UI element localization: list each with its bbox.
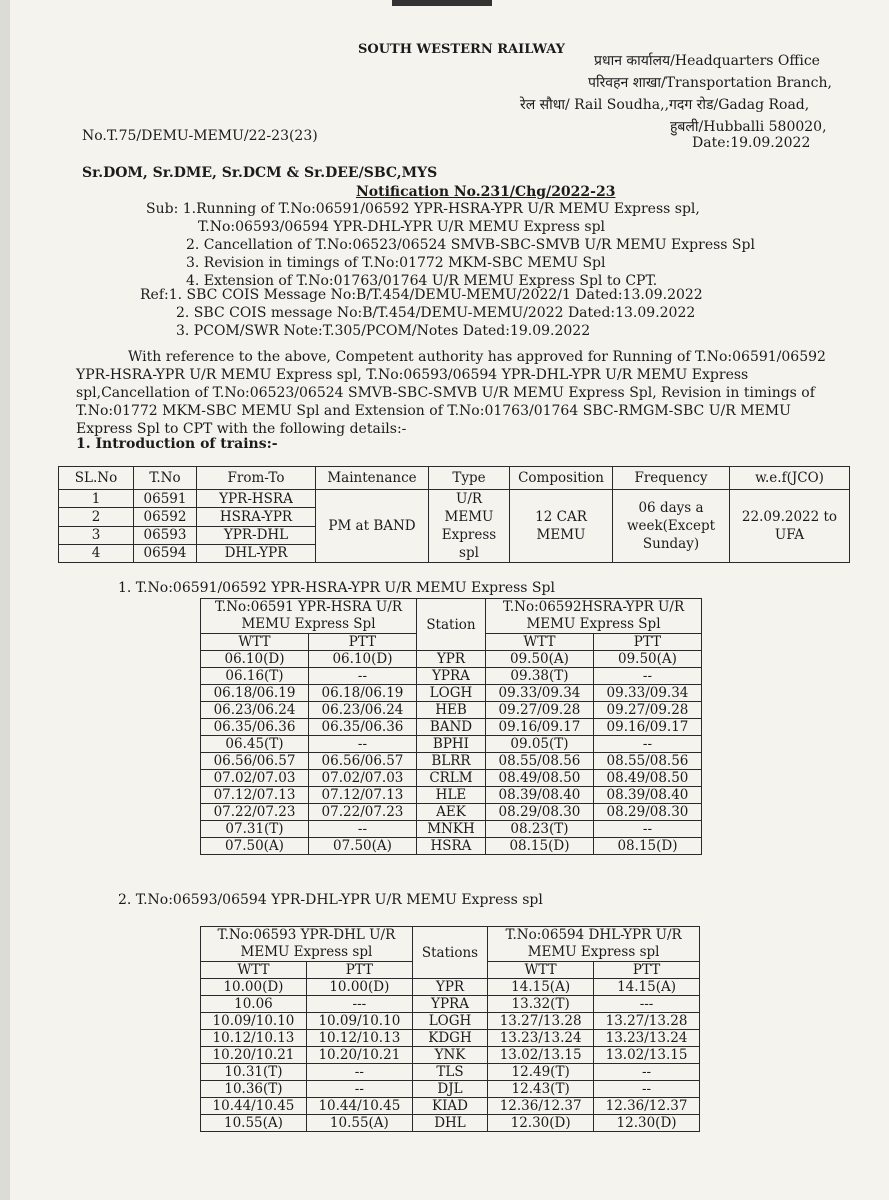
- ptt-header: PTT: [593, 634, 701, 651]
- station-cell: KIAD: [412, 1098, 487, 1115]
- reference-block: [140, 286, 703, 340]
- ptt-cell: 06.10(D): [308, 651, 416, 668]
- wtt-cell: 09.16/09.17: [485, 719, 593, 736]
- wtt-cell: 13.32(T): [488, 996, 594, 1013]
- wtt-cell: 08.15(D): [485, 838, 593, 855]
- sl-cell: 1: [59, 490, 134, 508]
- train-no-cell: 06593: [134, 526, 197, 544]
- ptt-cell: 13.27/13.28: [594, 1013, 700, 1030]
- frequency-cell: 06 days a week(Except Sunday): [613, 490, 730, 563]
- table-row: [201, 1115, 700, 1132]
- intro-header-cell: From-To: [197, 467, 316, 490]
- timetable2-station-header: Stations: [412, 927, 487, 979]
- wtt-cell: 10.09/10.10: [201, 1013, 307, 1030]
- body-paragraph: [76, 348, 876, 438]
- subject-block: [146, 200, 755, 290]
- ptt-cell: 13.23/13.24: [594, 1030, 700, 1047]
- wtt-cell: 10.31(T): [201, 1064, 307, 1081]
- ptt-cell: 07.02/07.03: [308, 770, 416, 787]
- station-cell: LOGH: [412, 1013, 487, 1030]
- timetable2-right-title: T.No:06594 DHL-YPR U/R MEMU Express spl: [488, 927, 700, 962]
- office-line: रेल सौधा/ Rail Soudha,,गदग रोड/Gadag Road,: [520, 97, 810, 113]
- table-row: [201, 979, 700, 996]
- table-row: [201, 770, 702, 787]
- wtt-cell: 13.23/13.24: [488, 1030, 594, 1047]
- intro-table: [58, 466, 850, 563]
- intro-header-cell: SL.No: [59, 467, 134, 490]
- office-line: परिवहन शाखा/Transportation Branch,: [588, 75, 832, 91]
- wtt-header: WTT: [201, 634, 309, 651]
- wtt-cell: 12.49(T): [488, 1064, 594, 1081]
- wtt-cell: 10.55(A): [201, 1115, 307, 1132]
- railway-title: SOUTH WESTERN RAILWAY: [358, 42, 565, 57]
- subject-item: 1.Running of T.No:06591/06592 YPR-HSRA-YPR U/R MEMU Express spl,: [182, 201, 700, 217]
- addressee: Sr.DOM, Sr.DME, Sr.DCM & Sr.DEE/SBC,MYS: [82, 165, 438, 181]
- ptt-cell: 06.18/06.19: [308, 685, 416, 702]
- page-edge-shadow: [0, 0, 10, 1200]
- section1-heading: 1. Introduction of trains:-: [76, 436, 278, 452]
- ptt-header: PTT: [594, 962, 700, 979]
- composition-cell: 12 CAR MEMU: [510, 490, 613, 563]
- ptt-cell: 10.12/10.13: [306, 1030, 412, 1047]
- wtt-cell: 09.50(A): [485, 651, 593, 668]
- wtt-cell: 07.02/07.03: [201, 770, 309, 787]
- subject-item: T.No:06593/06594 YPR-DHL-YPR U/R MEMU Express spl: [198, 219, 606, 235]
- station-cell: KDGH: [412, 1030, 487, 1047]
- ptt-cell: --: [593, 821, 701, 838]
- table-row: [59, 490, 850, 508]
- ptt-cell: 07.12/07.13: [308, 787, 416, 804]
- ptt-cell: --: [594, 1081, 700, 1098]
- wtt-header: WTT: [485, 634, 593, 651]
- ptt-cell: 09.27/09.28: [593, 702, 701, 719]
- table-row: [201, 787, 702, 804]
- ptt-header: PTT: [306, 962, 412, 979]
- wtt-cell: 08.23(T): [485, 821, 593, 838]
- body-line: T.No:01772 MKM-SBC MEMU Spl and Extension of T.No:01763/01764 SBC-RMGM-SBC U/R MEMU: [76, 403, 791, 419]
- office-line: हुबली/Hubballi 580020,: [670, 119, 827, 135]
- wtt-cell: 08.49/08.50: [485, 770, 593, 787]
- station-cell: MNKH: [416, 821, 485, 838]
- station-cell: LOGH: [416, 685, 485, 702]
- station-cell: BPHI: [416, 736, 485, 753]
- from-to-cell: HSRA-YPR: [197, 508, 316, 526]
- station-cell: TLS: [412, 1064, 487, 1081]
- wtt-cell: 06.16(T): [201, 668, 309, 685]
- ptt-cell: ---: [306, 996, 412, 1013]
- wtt-cell: 10.36(T): [201, 1081, 307, 1098]
- ptt-cell: 08.29/08.30: [593, 804, 701, 821]
- ptt-cell: 06.35/06.36: [308, 719, 416, 736]
- ptt-cell: 10.00(D): [306, 979, 412, 996]
- wtt-cell: 06.45(T): [201, 736, 309, 753]
- table-row: [201, 1081, 700, 1098]
- wtt-cell: 09.38(T): [485, 668, 593, 685]
- maintenance-cell: PM at BAND: [316, 490, 429, 563]
- intro-header-cell: Maintenance: [316, 467, 429, 490]
- table-row: [201, 753, 702, 770]
- wtt-cell: 12.43(T): [488, 1081, 594, 1098]
- subject-item: 2. Cancellation of T.No:06523/06524 SMVB-SBC-SMVB U/R MEMU Express Spl: [186, 237, 755, 253]
- wtt-cell: 10.20/10.21: [201, 1047, 307, 1064]
- station-cell: YPRA: [412, 996, 487, 1013]
- train-no-cell: 06594: [134, 544, 197, 562]
- station-cell: DJL: [412, 1081, 487, 1098]
- station-cell: YPRA: [416, 668, 485, 685]
- station-cell: YPR: [416, 651, 485, 668]
- intro-header-cell: Composition: [510, 467, 613, 490]
- sl-cell: 2: [59, 508, 134, 526]
- timetable2-left-title: T.No:06593 YPR-DHL U/R MEMU Express spl: [201, 927, 413, 962]
- timetable2-heading: 2. T.No:06593/06594 YPR-DHL-YPR U/R MEMU Express spl: [118, 892, 543, 908]
- table-row: [201, 685, 702, 702]
- ptt-cell: --: [593, 736, 701, 753]
- wef-cell: 22.09.2022 to UFA: [730, 490, 850, 563]
- station-cell: YNK: [412, 1047, 487, 1064]
- timetable2-table: [200, 926, 700, 1132]
- sl-cell: 4: [59, 544, 134, 562]
- ptt-cell: 14.15(A): [594, 979, 700, 996]
- from-to-cell: YPR-DHL: [197, 526, 316, 544]
- table-row: [201, 1047, 700, 1064]
- body-line: spl,Cancellation of T.No:06523/06524 SMVB-SBC-SMVB U/R MEMU Express Spl, Revision in timings of: [76, 385, 815, 401]
- subject-item: 3. Revision in timings of T.No:01772 MKM-SBC MEMU Spl: [186, 255, 606, 271]
- ptt-cell: --: [593, 668, 701, 685]
- ptt-cell: 07.22/07.23: [308, 804, 416, 821]
- file-number: No.T.75/DEMU-MEMU/22-23(23): [82, 128, 318, 144]
- wtt-cell: 08.55/08.56: [485, 753, 593, 770]
- wtt-cell: 06.10(D): [201, 651, 309, 668]
- station-cell: HEB: [416, 702, 485, 719]
- table-row: [201, 668, 702, 685]
- timetable1-table: [200, 598, 702, 855]
- ptt-cell: --: [306, 1064, 412, 1081]
- top-stamp-mark: [392, 0, 492, 6]
- wtt-cell: 07.50(A): [201, 838, 309, 855]
- from-to-cell: DHL-YPR: [197, 544, 316, 562]
- wtt-cell: 09.33/09.34: [485, 685, 593, 702]
- ptt-cell: 13.02/13.15: [594, 1047, 700, 1064]
- timetable1-left-title: T.No:06591 YPR-HSRA U/R MEMU Express Spl: [201, 599, 417, 634]
- reference-item: 2. SBC COIS message No:B/T.454/DEMU-MEMU/2022 Dated:13.09.2022: [176, 305, 696, 321]
- ptt-cell: --: [308, 821, 416, 838]
- intro-header-cell: Frequency: [613, 467, 730, 490]
- ptt-cell: 10.44/10.45: [306, 1098, 412, 1115]
- wtt-cell: 10.06: [201, 996, 307, 1013]
- wtt-header: WTT: [201, 962, 307, 979]
- timetable1-station-header: Station: [416, 599, 485, 651]
- wtt-cell: 09.27/09.28: [485, 702, 593, 719]
- from-to-cell: YPR-HSRA: [197, 490, 316, 508]
- ptt-cell: 06.23/06.24: [308, 702, 416, 719]
- reference-item: 3. PCOM/SWR Note:T.305/PCOM/Notes Dated:19.09.2022: [176, 323, 591, 339]
- ptt-cell: 12.30(D): [594, 1115, 700, 1132]
- ptt-cell: --: [594, 1064, 700, 1081]
- table-row: [201, 996, 700, 1013]
- wtt-cell: 07.12/07.13: [201, 787, 309, 804]
- wtt-cell: 13.02/13.15: [488, 1047, 594, 1064]
- ptt-cell: 08.39/08.40: [593, 787, 701, 804]
- ptt-cell: 09.16/09.17: [593, 719, 701, 736]
- body-line: With reference to the above, Competent authority has approved for Running of T.No:06591/06592: [128, 349, 826, 365]
- station-cell: DHL: [412, 1115, 487, 1132]
- table-row: [201, 1013, 700, 1030]
- intro-header-cell: w.e.f(JCO): [730, 467, 850, 490]
- wtt-cell: 14.15(A): [488, 979, 594, 996]
- ptt-cell: 10.55(A): [306, 1115, 412, 1132]
- table-row: [201, 702, 702, 719]
- table-row: [201, 804, 702, 821]
- reference-item: 1. SBC COIS Message No:B/T.454/DEMU-MEMU/2022/1 Dated:13.09.2022: [168, 287, 703, 303]
- ptt-header: PTT: [308, 634, 416, 651]
- station-cell: BLRR: [416, 753, 485, 770]
- notification-number: Notification No.231/Chg/2022-23: [356, 184, 616, 200]
- ptt-cell: --: [306, 1081, 412, 1098]
- ptt-cell: --: [308, 668, 416, 685]
- wtt-cell: 10.00(D): [201, 979, 307, 996]
- issue-date: Date:19.09.2022: [692, 135, 811, 151]
- train-no-cell: 06592: [134, 508, 197, 526]
- type-cell: U/R MEMU Express spl: [429, 490, 510, 563]
- station-cell: YPR: [412, 979, 487, 996]
- wtt-cell: 06.35/06.36: [201, 719, 309, 736]
- wtt-cell: 12.30(D): [488, 1115, 594, 1132]
- office-address: [520, 50, 832, 138]
- table-row: [201, 736, 702, 753]
- sl-cell: 3: [59, 526, 134, 544]
- body-line: Express Spl to CPT with the following details:-: [76, 421, 407, 437]
- table-row: [201, 719, 702, 736]
- station-cell: AEK: [416, 804, 485, 821]
- reference-label: Ref:: [140, 287, 169, 303]
- ptt-cell: --: [308, 736, 416, 753]
- ptt-cell: 10.09/10.10: [306, 1013, 412, 1030]
- wtt-cell: 06.56/06.57: [201, 753, 309, 770]
- wtt-cell: 08.39/08.40: [485, 787, 593, 804]
- ptt-cell: 08.55/08.56: [593, 753, 701, 770]
- station-cell: HSRA: [416, 838, 485, 855]
- ptt-cell: 09.33/09.34: [593, 685, 701, 702]
- train-no-cell: 06591: [134, 490, 197, 508]
- table-row: [201, 1064, 700, 1081]
- subject-item: 4. Extension of T.No:01763/01764 U/R MEMU Express Spl to CPT.: [186, 273, 658, 289]
- ptt-cell: 08.15(D): [593, 838, 701, 855]
- table-row: [201, 838, 702, 855]
- wtt-cell: 13.27/13.28: [488, 1013, 594, 1030]
- table-row: [201, 1030, 700, 1047]
- ptt-cell: 07.50(A): [308, 838, 416, 855]
- ptt-cell: 12.36/12.37: [594, 1098, 700, 1115]
- wtt-cell: 06.23/06.24: [201, 702, 309, 719]
- wtt-header: WTT: [488, 962, 594, 979]
- subject-label: Sub:: [146, 201, 179, 217]
- ptt-cell: 08.49/08.50: [593, 770, 701, 787]
- timetable1-right-title: T.No:06592HSRA-YPR U/R MEMU Express Spl: [485, 599, 701, 634]
- table-row: [201, 821, 702, 838]
- wtt-cell: 07.31(T): [201, 821, 309, 838]
- table-row: [201, 1098, 700, 1115]
- ptt-cell: ---: [594, 996, 700, 1013]
- table-row: [201, 651, 702, 668]
- wtt-cell: 09.05(T): [485, 736, 593, 753]
- station-cell: HLE: [416, 787, 485, 804]
- office-line: प्रधान कार्यालय/Headquarters Office: [594, 53, 820, 69]
- wtt-cell: 10.12/10.13: [201, 1030, 307, 1047]
- station-cell: BAND: [416, 719, 485, 736]
- ptt-cell: 09.50(A): [593, 651, 701, 668]
- wtt-cell: 08.29/08.30: [485, 804, 593, 821]
- intro-header-cell: Type: [429, 467, 510, 490]
- wtt-cell: 06.18/06.19: [201, 685, 309, 702]
- ptt-cell: 06.56/06.57: [308, 753, 416, 770]
- station-cell: CRLM: [416, 770, 485, 787]
- wtt-cell: 10.44/10.45: [201, 1098, 307, 1115]
- intro-header-cell: T.No: [134, 467, 197, 490]
- body-line: YPR-HSRA-YPR U/R MEMU Express spl, T.No:06593/06594 YPR-DHL-YPR U/R MEMU Express: [76, 367, 749, 383]
- wtt-cell: 12.36/12.37: [488, 1098, 594, 1115]
- wtt-cell: 07.22/07.23: [201, 804, 309, 821]
- ptt-cell: 10.20/10.21: [306, 1047, 412, 1064]
- timetable1-heading: 1. T.No:06591/06592 YPR-HSRA-YPR U/R MEMU Express Spl: [118, 580, 555, 596]
